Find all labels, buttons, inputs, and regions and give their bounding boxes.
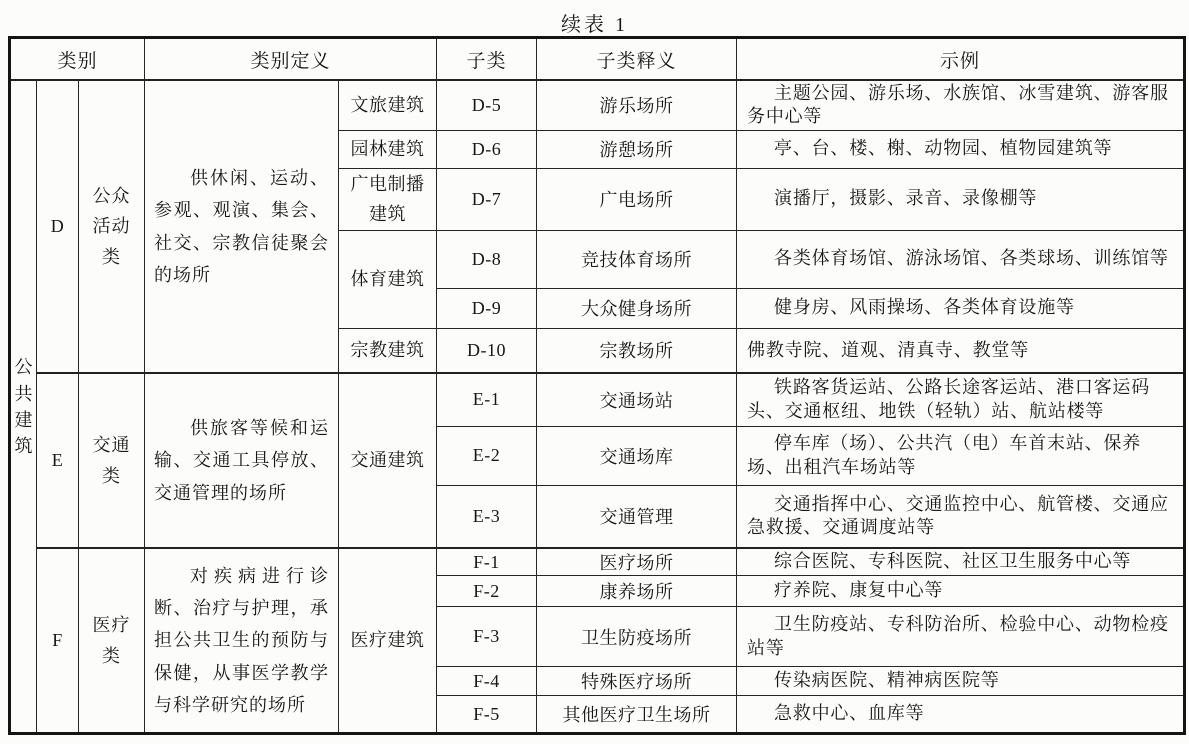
category-group-cell — [10, 80, 37, 734]
table-row — [10, 373, 1185, 426]
subclass-code-cell: E-2 — [437, 426, 537, 485]
group-name-cell: 公众活动类 — [79, 80, 145, 373]
example-cell: 演播厅，摄影、录音、录像棚等 — [737, 168, 1185, 230]
example-cell: 卫生防疫站、专科防治所、检验中心、动物检疫站等 — [737, 607, 1185, 667]
example-cell: 交通指挥中心、交通监控中心、航管楼、交通应急救援、交通调度站等 — [737, 485, 1185, 548]
subclass-meaning-cell: 其他医疗卫生场所 — [537, 696, 737, 734]
subclass-meaning-cell: 交通场库 — [537, 426, 737, 485]
header-category: 类别 — [10, 38, 145, 81]
building-type-cell: 宗教建筑 — [339, 328, 437, 373]
header-examples: 示例 — [737, 38, 1185, 81]
example-cell: 急救中心、血库等 — [737, 696, 1185, 734]
building-type-cell: 体育建筑 — [339, 230, 437, 328]
subclass-code-cell: D-7 — [437, 168, 537, 230]
building-type-cell: 广电制播建筑 — [339, 168, 437, 230]
group-definition-cell: 对疾病进行诊断、治疗与护理，承担公共卫生的预防与保健，从事医学教学与科学研究的场所 — [145, 548, 339, 734]
subclass-meaning-cell: 大众健身场所 — [537, 288, 737, 328]
subclass-code-cell: E-3 — [437, 485, 537, 548]
table-row — [10, 548, 1185, 576]
subclass-code-cell: F-1 — [437, 548, 537, 576]
example-cell: 佛教寺院、道观、清真寺、教堂等 — [737, 328, 1185, 373]
example-cell: 传染病医院、精神病医院等 — [737, 667, 1185, 696]
building-type-cell: 医疗建筑 — [339, 548, 437, 734]
subclass-meaning-cell: 交通管理 — [537, 485, 737, 548]
subclass-code-cell: D-5 — [437, 80, 537, 130]
building-type-cell: 交通建筑 — [339, 373, 437, 548]
subclass-code-cell: F-3 — [437, 607, 537, 667]
group-definition-cell: 供休闲、运动、参观、观演、集会、社交、宗教信徒聚会的场所 — [145, 80, 339, 373]
subclass-meaning-cell: 特殊医疗场所 — [537, 667, 737, 696]
side-label: 公共建筑 — [14, 357, 33, 456]
continuation-table-title: 续表 1 — [561, 14, 628, 36]
example-cell: 综合医院、专科医院、社区卫生服务中心等 — [737, 548, 1185, 576]
subclass-code-cell: F-5 — [437, 696, 537, 734]
example-cell: 铁路客货运站、公路长途客运站、港口客运码头、交通枢纽、地铁（轻轨）站、航站楼等 — [737, 373, 1185, 426]
subclass-meaning-cell: 广电场所 — [537, 168, 737, 230]
group-name-cell: 交通类 — [79, 373, 145, 548]
header-subclass: 子类 — [437, 38, 537, 81]
group-definition-cell: 供旅客等候和运输、交通工具停放、交通管理的场所 — [145, 373, 339, 548]
subclass-meaning-cell: 宗教场所 — [537, 328, 737, 373]
example-cell: 疗养院、康复中心等 — [737, 576, 1185, 607]
table-header-row — [10, 38, 1185, 81]
subclass-meaning-cell: 康养场所 — [537, 576, 737, 607]
example-cell: 停车库（场）、公共汽（电）车首末站、保养场、出租汽车场站等 — [737, 426, 1185, 485]
building-type-cell: 文旅建筑 — [339, 80, 437, 130]
subclass-code-cell: F-2 — [437, 576, 537, 607]
header-category-definition: 类别定义 — [145, 38, 437, 81]
subclass-code-cell: E-1 — [437, 373, 537, 426]
subclass-code-cell: D-9 — [437, 288, 537, 328]
subclass-meaning-cell: 游憩场所 — [537, 130, 737, 168]
subclass-code-cell: D-6 — [437, 130, 537, 168]
group-code-cell: F — [37, 548, 79, 734]
subclass-code-cell: F-4 — [437, 667, 537, 696]
building-classification-table — [8, 36, 1186, 735]
example-cell: 主题公园、游乐场、水族馆、冰雪建筑、游客服务中心等 — [737, 80, 1185, 130]
table-row — [10, 80, 1185, 130]
example-cell: 健身房、风雨操场、各类体育设施等 — [737, 288, 1185, 328]
group-code-cell: D — [37, 80, 79, 373]
subclass-meaning-cell: 交通场站 — [537, 373, 737, 426]
subclass-meaning-cell: 卫生防疫场所 — [537, 607, 737, 667]
group-name-cell: 医疗类 — [79, 548, 145, 734]
example-cell: 各类体育场馆、游泳场馆、各类球场、训练馆等 — [737, 230, 1185, 288]
example-cell: 亭、台、楼、榭、动物园、植物园建筑等 — [737, 130, 1185, 168]
group-code-cell: E — [37, 373, 79, 548]
subclass-meaning-cell: 竞技体育场所 — [537, 230, 737, 288]
subclass-meaning-cell: 医疗场所 — [537, 548, 737, 576]
subclass-code-cell: D-10 — [437, 328, 537, 373]
building-type-cell: 园林建筑 — [339, 130, 437, 168]
subclass-meaning-cell: 游乐场所 — [537, 80, 737, 130]
header-subclass-meaning: 子类释义 — [537, 38, 737, 81]
subclass-code-cell: D-8 — [437, 230, 537, 288]
